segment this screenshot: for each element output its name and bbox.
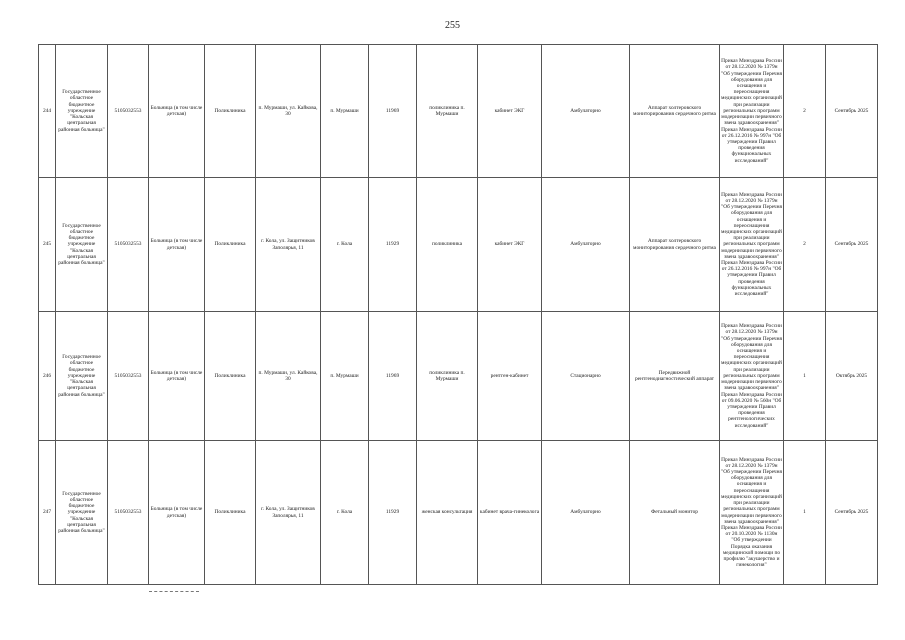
cell-care-condition: Амбулаторно	[542, 441, 630, 585]
cell-room: кабинет ЭКГ	[478, 178, 542, 312]
cell-number: 247	[39, 441, 56, 585]
cell-code: 11929	[369, 178, 417, 312]
cell-room: рентген-кабинет	[478, 312, 542, 441]
cell-inn: 5105032553	[108, 45, 149, 178]
cell-subdivision: Поликлиника	[205, 441, 256, 585]
cell-facility-type: Больница (в том числе детская)	[149, 45, 205, 178]
footer-divider	[149, 591, 199, 592]
cell-subdivision: Поликлиника	[205, 45, 256, 178]
cell-quantity: 1	[784, 312, 826, 441]
cell-facility-type: Больница (в том числе детская)	[149, 441, 205, 585]
table-row	[39, 45, 878, 178]
cell-equipment: Аппарат холтеровского мониторирования сердечного ритма	[630, 178, 720, 312]
cell-quantity: 2	[784, 178, 826, 312]
cell-facility-type: Больница (в том числе детская)	[149, 312, 205, 441]
cell-care-condition: Амбулаторно	[542, 45, 630, 178]
cell-date: Сентябрь 2025	[826, 178, 878, 312]
cell-normative-act: Приказ Минздрава России от 28.12.2020 № 1379н "Об утверждении Перечня оборудования для оснащения и переоснащения медицинских организаций при реализации региональных программ модернизации первичного звена здравоохранения" Приказ Минздрава России от 09.06.2020 № 560н "Об утверждении Правил проведения рентгенологических исследований"	[720, 312, 784, 441]
cell-inn: 5105032553	[108, 312, 149, 441]
cell-inn: 5105032553	[108, 178, 149, 312]
cell-subdivision: Поликлиника	[205, 312, 256, 441]
cell-room: кабинет врача-гинеколога	[478, 441, 542, 585]
cell-department: поликлиника п. Мурмаши	[417, 312, 478, 441]
cell-equipment: Аппарат холтеровского мониторирования сердечного ритма	[630, 45, 720, 178]
equipment-table	[38, 44, 878, 585]
cell-code: 11929	[369, 441, 417, 585]
cell-department: поликлиника п. Мурмаши	[417, 45, 478, 178]
table-row	[39, 312, 878, 441]
cell-address: г. Кола, ул. Защитников Заполярья, 11	[256, 441, 321, 585]
cell-quantity: 1	[784, 441, 826, 585]
cell-address: г. Кола, ул. Защитников Заполярья, 11	[256, 178, 321, 312]
cell-address: п. Мурмаши, ул. Кайкова, 30	[256, 45, 321, 178]
cell-care-condition: Стационарно	[542, 312, 630, 441]
cell-settlement: п. Мурмаши	[321, 312, 369, 441]
cell-organization: Государственное областное бюджетное учреждение "Кольская центральная районная больница"	[56, 45, 108, 178]
cell-organization: Государственное областное бюджетное учреждение "Кольская центральная районная больница"	[56, 178, 108, 312]
cell-facility-type: Больница (в том числе детская)	[149, 178, 205, 312]
table-row	[39, 178, 878, 312]
cell-equipment: Фетальный монитор	[630, 441, 720, 585]
cell-number: 244	[39, 45, 56, 178]
cell-normative-act: Приказ Минздрава России от 28.12.2020 № 1379н "Об утверждении Перечня оборудования для оснащения и переоснащения медицинских организаций при реализации региональных программ модернизации первичного звена здравоохранения" Приказ Минздрава России от 20.10.2020 № 1130н "Об утверждении Порядка оказания медицинской помощи по профилю "акушерство и гинекология"	[720, 441, 784, 585]
cell-organization: Государственное областное бюджетное учреждение "Кольская центральная районная больница"	[56, 312, 108, 441]
cell-organization: Государственное областное бюджетное учреждение "Кольская центральная районная больница"	[56, 441, 108, 585]
cell-settlement: п. Мурмаши	[321, 45, 369, 178]
cell-settlement: г. Кола	[321, 441, 369, 585]
cell-inn: 5105032553	[108, 441, 149, 585]
cell-number: 245	[39, 178, 56, 312]
cell-department: поликлиника	[417, 178, 478, 312]
cell-care-condition: Амбулаторно	[542, 178, 630, 312]
cell-normative-act: Приказ Минздрава России от 28.12.2020 № 1379н "Об утверждении Перечня оборудования для оснащения и переоснащения медицинских организаций при реализации региональных программ модернизации первичного звена здравоохранения" Приказ Минздрава России от 26.12.2016 № 997н "Об утверждении Правил проведения функциональных исследований"	[720, 45, 784, 178]
cell-address: п. Мурмаши, ул. Кайкова, 30	[256, 312, 321, 441]
cell-settlement: г. Кола	[321, 178, 369, 312]
cell-date: Сентябрь 2025	[826, 45, 878, 178]
cell-room: кабинет ЭКГ	[478, 45, 542, 178]
cell-date: Сентябрь 2025	[826, 441, 878, 585]
cell-subdivision: Поликлиника	[205, 178, 256, 312]
page-number: 255	[445, 20, 460, 31]
cell-date: Октябрь 2025	[826, 312, 878, 441]
cell-number: 246	[39, 312, 56, 441]
cell-normative-act: Приказ Минздрава России от 28.12.2020 № 1379н "Об утверждении Перечня оборудования для оснащения и переоснащения медицинских организаций при реализации региональных программ модернизации первичного звена здравоохранения" Приказ Минздрава России от 26.12.2016 № 997н "Об утверждении Правил проведения функциональных исследований"	[720, 178, 784, 312]
table-row	[39, 441, 878, 585]
cell-department: женская консультация	[417, 441, 478, 585]
cell-code: 11969	[369, 312, 417, 441]
cell-code: 11969	[369, 45, 417, 178]
cell-quantity: 2	[784, 45, 826, 178]
cell-equipment: Передвижной рентгенодиагностический аппарат	[630, 312, 720, 441]
